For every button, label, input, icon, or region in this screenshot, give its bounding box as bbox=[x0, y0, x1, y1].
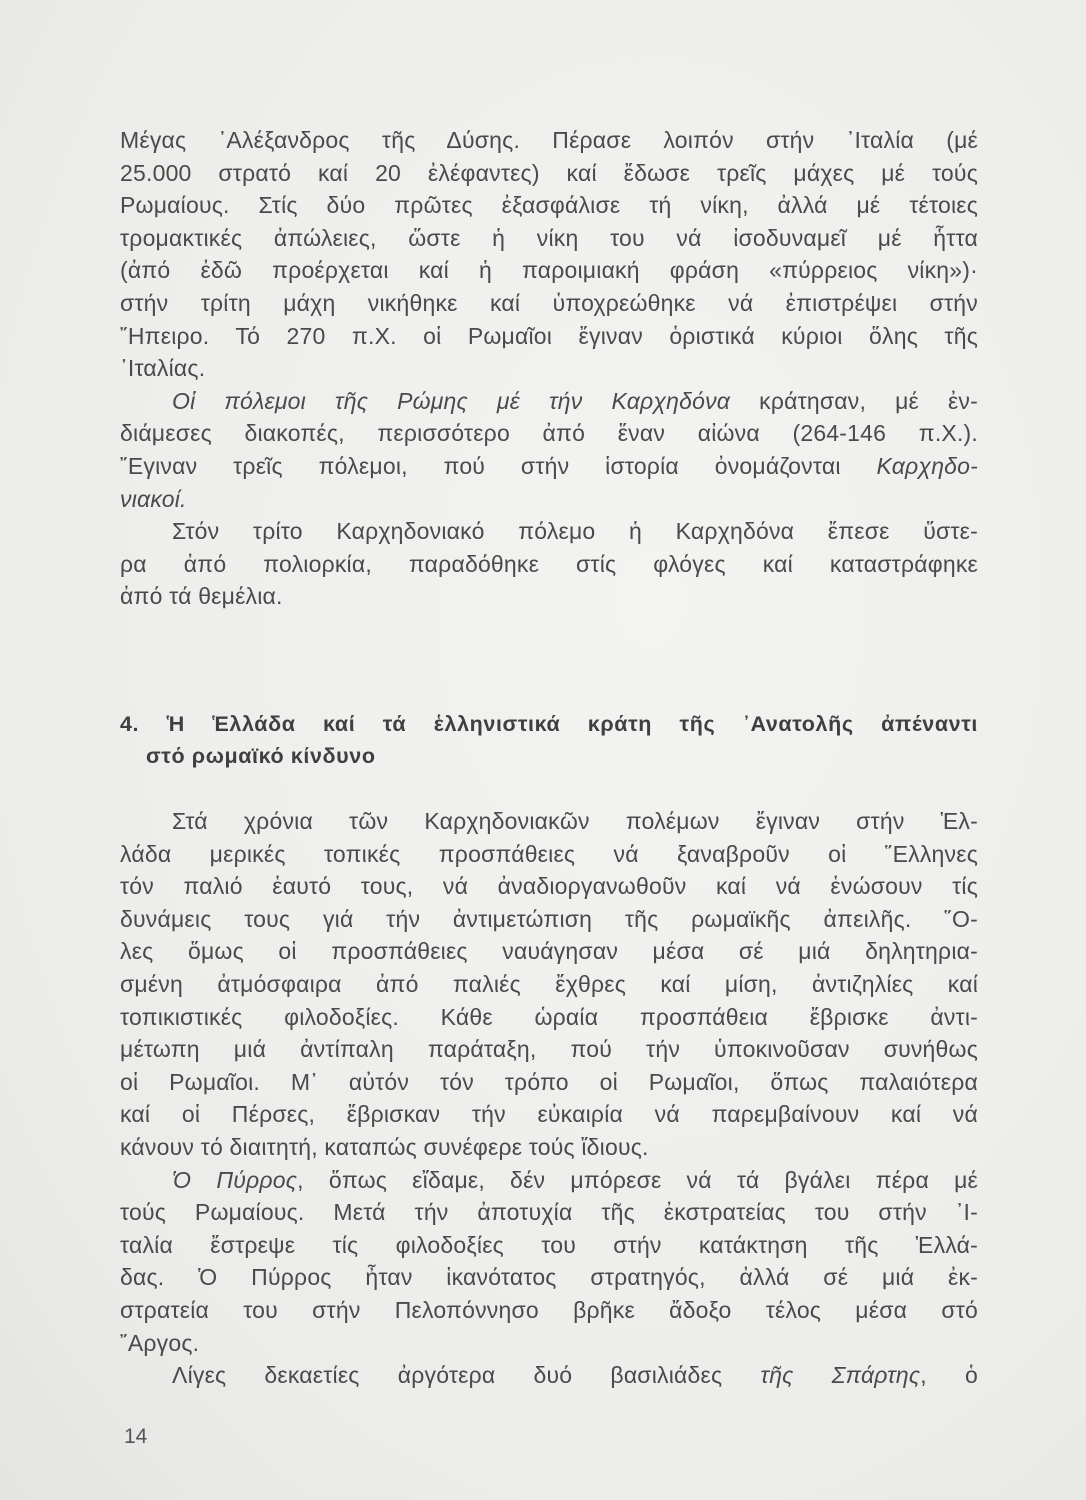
text-line: καί οἱ Πέρσες, ἔβρισκαν τήν εὐκαιρία νά παρεμβαίνουν καί νά bbox=[120, 1101, 978, 1128]
paragraph-greek-efforts bbox=[120, 805, 978, 1164]
text-line: δυνάμεις τους γιά τήν ἀντιμετώπιση τῆς ρωμαϊκῆς ἀπειλῆς. ῞Ο- bbox=[120, 905, 978, 932]
text-line bbox=[120, 450, 978, 483]
text-line: τοπικιστικές φιλοδοξίες. Κάθε ὡραία προσπάθεια ἔβρισκε ἀντι- bbox=[120, 1003, 978, 1030]
text-line: 25.000 στρατό καί 20 ἐλέφαντες) καί ἔδωσε τρεῖς μάχες μέ τούς bbox=[120, 159, 978, 186]
italic-phrase: Ὁ Πύρρος bbox=[172, 1166, 298, 1193]
text-line: Μέγας ᾿Αλέξανδρος τῆς Δύσης. Πέρασε λοιπόν στήν ᾿Ιταλία (μέ bbox=[120, 127, 978, 153]
text-line: ᾿Ιταλίας. bbox=[120, 355, 206, 382]
text-line: στρατεία του στήν Πελοπόννησο βρῆκε ἄδοξο τέλος μέσα στό bbox=[120, 1296, 978, 1323]
text-line: ῎Ηπειρο. Τό 270 π.Χ. οἱ Ρωμαῖοι ἔγιναν ὁριστικά κύριοι ὅλης τῆς bbox=[120, 322, 978, 349]
text-line: κάνουν τό διαιτητή, καταπώς συνέφερε τούς ἴδιους. bbox=[120, 1133, 649, 1160]
text-line bbox=[120, 385, 978, 418]
text-span: Λίγες δεκαετίες ἀργότερα δυό βασιλιάδες bbox=[172, 1362, 761, 1389]
heading-line: στό ρωμαϊκό κίνδυνο bbox=[146, 744, 376, 768]
text-line: (ἀπό ἐδῶ προέρχεται καί ἡ παροιμιακή φράση «πύρρειος νίκη»)· bbox=[120, 257, 978, 284]
text-span: , ὁ bbox=[920, 1362, 978, 1389]
text-line: τρομακτικές ἀπώλειες, ὥστε ἡ νίκη του νά ἰσοδυναμεῖ μέ ἧττα bbox=[120, 224, 978, 251]
text-span: κράτησαν, μέ ἐν- bbox=[730, 387, 978, 414]
paragraph-sparta-kings bbox=[120, 1359, 978, 1392]
text-line: Στά χρόνια τῶν Καρχηδονιακῶν πολέμων ἔγιναν στήν Ἑλ- bbox=[172, 808, 978, 834]
paragraph-carthage-destruction bbox=[120, 515, 978, 613]
paragraph-pyrrhus-italy bbox=[120, 124, 978, 385]
text-line bbox=[120, 1359, 978, 1392]
text-line: μέτωπη μιά ἀντίπαλη παράταξη, πού τήν ὑποκινοῦσαν συνήθως bbox=[120, 1036, 978, 1063]
text-line: διάμεσες διακοπές, περισσότερο ἀπό ἕναν αἰώνα (264-146 π.Χ.). bbox=[120, 420, 978, 447]
italic-phrase: τῆς Σπάρτης bbox=[760, 1362, 921, 1389]
text-line: τόν παλιό ἑαυτό τους, νά ἀναδιοργανωθοῦν καί νά ἑνώσουν τίς bbox=[120, 873, 978, 900]
text-line: Ρωμαίους. Στίς δύο πρῶτες ἐξασφάλισε τή νίκη, ἀλλά μέ τέτοιες bbox=[120, 192, 978, 219]
text-line: λες ὅμως οἱ προσπάθειες ναυάγησαν μέσα σέ μιά δηλητηρια- bbox=[120, 938, 978, 965]
text-line: τούς Ρωμαίους. Μετά τήν ἀποτυχία τῆς ἐκστρατείας του στήν ᾿Ι- bbox=[120, 1199, 978, 1226]
heading-line: 4. Ἡ Ἑλλάδα καί τά ἑλληνιστικά κράτη τῆς ᾿Ανατολῆς ἀπέναντι bbox=[120, 712, 978, 736]
text-line bbox=[120, 483, 978, 516]
section-heading bbox=[120, 708, 978, 772]
text-line: ἀπό τά θεμέλια. bbox=[120, 583, 283, 610]
paragraph-pyrrhus-greece bbox=[120, 1164, 978, 1360]
text-block-top bbox=[120, 124, 978, 613]
paragraph-punic-wars bbox=[120, 385, 978, 515]
text-line: δας. Ὁ Πύρρος ἦταν ἱκανότατος στρατηγός, ἀλλά σέ μιά ἐκ- bbox=[120, 1264, 978, 1291]
text-line: σμένη ἀτμόσφαιρα ἀπό παλιές ἔχθρες καί μίση, ἀντιζηλίες καί bbox=[120, 970, 978, 997]
text-line: στήν τρίτη μάχη νικήθηκε καί ὑποχρεώθηκε νά ἐπιστρέψει στήν bbox=[120, 289, 978, 316]
text-line: ταλία ἔστρεψε τίς φιλοδοξίες του στήν κατάκτηση τῆς Ἑλλά- bbox=[120, 1231, 978, 1258]
text-line: οἱ Ρωμαῖοι. Μ᾿ αὐτόν τόν τρόπο οἱ Ρωμαῖοι, ὅπως παλαιότερα bbox=[120, 1068, 978, 1095]
text-line: Στόν τρίτο Καρχηδονιακό πόλεμο ἡ Καρχηδόνα ἔπεσε ὕστε- bbox=[172, 518, 978, 545]
text-line: ῎Αργος. bbox=[120, 1329, 200, 1356]
text-line: ρα ἀπό πολιορκία, παραδόθηκε στίς φλόγες καί καταστράφηκε bbox=[120, 550, 978, 577]
text-span: , ὅπως εἴδαμε, δέν μπόρεσε νά τά βγάλει πέρα μέ bbox=[297, 1166, 978, 1193]
italic-phrase: νιακοί. bbox=[120, 485, 187, 512]
text-line bbox=[120, 1164, 978, 1197]
text-span: ῎Εγιναν τρεῖς πόλεμοι, πού στήν ἱστορία ὀνομάζονται bbox=[120, 452, 877, 479]
italic-phrase: Καρχηδο- bbox=[876, 452, 978, 479]
italic-phrase: Οἱ πόλεμοι τῆς Ρώμης μέ τήν Καρχηδόνα bbox=[172, 387, 731, 414]
text-block-bottom bbox=[120, 805, 978, 1392]
page-number: 14 bbox=[124, 1425, 148, 1448]
text-line: λάδα μερικές τοπικές προσπάθειες νά ξαναβροῦν οἱ ῞Ελληνες bbox=[120, 840, 978, 867]
